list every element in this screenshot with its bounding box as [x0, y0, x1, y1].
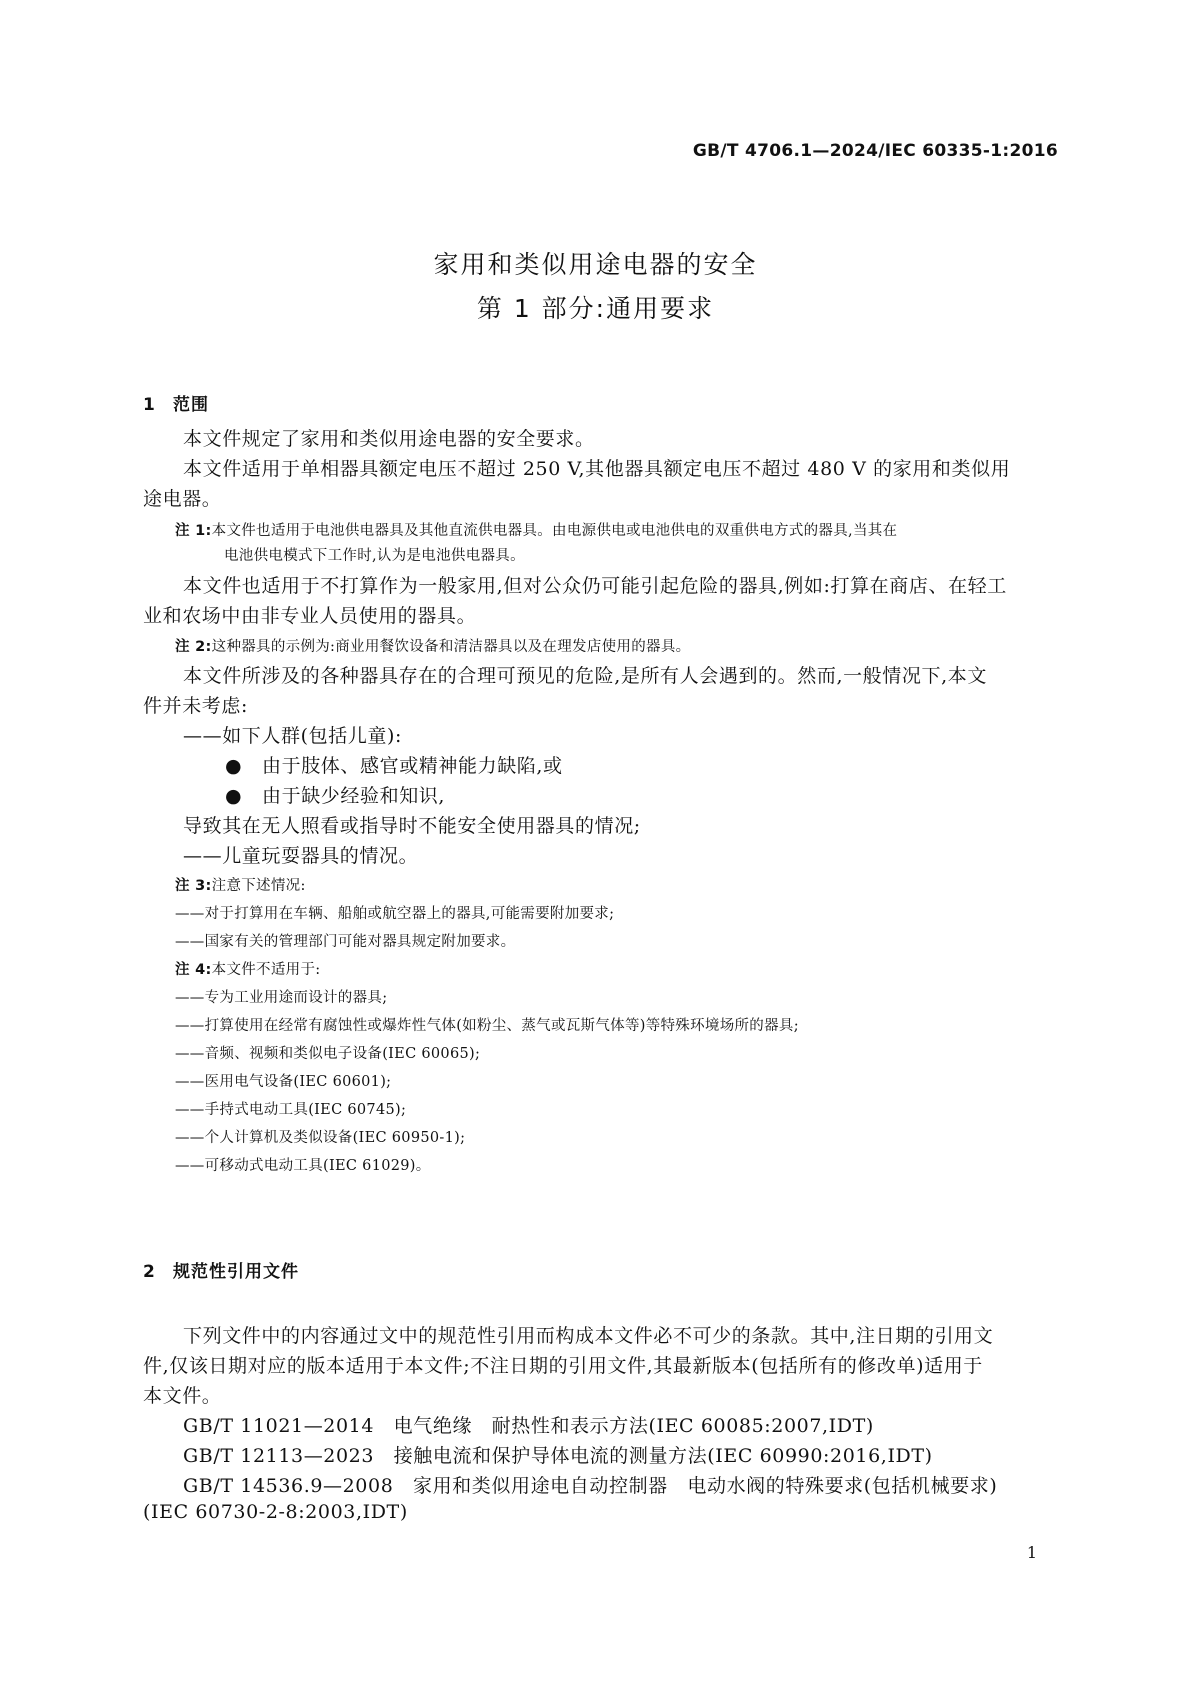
bullet-text: 由于肢体、感官或精神能力缺陷,或 [262, 755, 563, 777]
dash-item: ——儿童玩耍器具的情况。 [183, 845, 419, 867]
paragraph-line: 本文件适用于单相器具额定电压不超过 250 V,其他器具额定电压不超过 480 V 的家用和类似用 [183, 458, 1011, 480]
note-label: 注 4: [175, 962, 212, 978]
note-2 [175, 635, 690, 656]
reference-entry-continuation: (IEC 60730-2-8:2003,IDT) [143, 1501, 408, 1523]
document-title-line2: 第 1 部分:通用要求 [476, 294, 715, 323]
bullet-item [225, 751, 563, 778]
note-list-item: ——打算使用在经常有腐蚀性或爆炸性气体(如粉尘、蒸气或瓦斯气体等)等特殊环境场所的器具; [175, 1018, 799, 1034]
paragraph-line: 件,仅该日期对应的版本适用于本文件;不注日期的引用文件,其最新版本(包括所有的修改单)适用于 [143, 1355, 983, 1377]
note-label: 注 2: [175, 639, 212, 655]
note-list-item: ——手持式电动工具(IEC 60745); [175, 1102, 407, 1118]
page-number: 1 [1026, 1543, 1037, 1562]
note-list-item: ——个人计算机及类似设备(IEC 60950-1); [175, 1130, 466, 1146]
note-list-item: ——专为工业用途而设计的器具; [175, 990, 388, 1006]
section-number: 1 [143, 395, 156, 415]
note-text: 本文件不适用于: [211, 962, 321, 978]
paragraph-line: 本文件规定了家用和类似用途电器的安全要求。 [183, 428, 595, 450]
note-list-item: ——音频、视频和类似电子设备(IEC 60065); [175, 1046, 481, 1062]
section-title: 规范性引用文件 [173, 1262, 299, 1282]
note-1 [175, 519, 897, 540]
standard-code: GB/T 4706.1—2024/IEC 60335-1:2016 [692, 141, 1058, 161]
paragraph-line: 途电器。 [143, 488, 222, 510]
bullet-text: 由于缺少经验和知识, [262, 785, 446, 807]
note-list-item: ——医用电气设备(IEC 60601); [175, 1074, 392, 1090]
note-3 [175, 874, 306, 895]
section-number: 2 [143, 1262, 156, 1282]
bullet-dot-icon: ● [225, 785, 243, 807]
dash-item: ——如下人群(包括儿童): [183, 725, 403, 747]
note-list-item: ——可移动式电动工具(IEC 61029)。 [175, 1158, 431, 1174]
note-4 [175, 958, 320, 979]
paragraph-line: 下列文件中的内容通过文中的规范性引用而构成本文件必不可少的条款。其中,注日期的引用文 [183, 1325, 994, 1347]
reference-entry: GB/T 12113—2023 接触电流和保护导体电流的测量方法(IEC 60990:2016,IDT) [183, 1445, 933, 1467]
paragraph-line: 本文件所涉及的各种器具存在的合理可预见的危险,是所有人会遇到的。然而,一般情况下,本文 [183, 665, 987, 687]
section-title: 范围 [173, 395, 209, 415]
note-list-item: ——对于打算用在车辆、船舶或航空器上的器具,可能需要附加要求; [175, 906, 615, 922]
paragraph-line: 业和农场中由非专业人员使用的器具。 [143, 605, 477, 627]
bullet-dot-icon: ● [225, 755, 243, 777]
reference-entry: GB/T 14536.9—2008 家用和类似用途电自动控制器 电动水阀的特殊要求(包括机械要求) [183, 1475, 998, 1497]
paragraph-line: 本文件也适用于不打算作为一般家用,但对公众仍可能引起危险的器具,例如:打算在商店、在轻工 [183, 575, 1007, 597]
paragraph-line: 导致其在无人照看或指导时不能安全使用器具的情况; [183, 815, 641, 837]
note-label: 注 1: [175, 523, 212, 539]
paragraph-line: 本文件。 [143, 1385, 222, 1407]
note-list-item: ——国家有关的管理部门可能对器具规定附加要求。 [175, 934, 516, 950]
note-text: 注意下述情况: [211, 878, 306, 894]
paragraph-line: 件并未考虑: [143, 695, 249, 717]
section-heading-normative-references [143, 1257, 299, 1282]
note-label: 注 3: [175, 878, 212, 894]
note-1-continuation: 电池供电模式下工作时,认为是电池供电器具。 [224, 548, 525, 564]
document-title-line1: 家用和类似用途电器的安全 [433, 250, 758, 279]
section-heading-scope [143, 390, 209, 415]
reference-entry: GB/T 11021—2014 电气绝缘 耐热性和表示方法(IEC 60085:2007,IDT) [183, 1415, 874, 1437]
bullet-item [225, 781, 445, 808]
note-text: 这种器具的示例为:商业用餐饮设备和清洁器具以及在理发店使用的器具。 [211, 639, 691, 655]
note-text: 本文件也适用于电池供电器具及其他直流供电器具。由电源供电或电池供电的双重供电方式的器具,当其在 [211, 523, 898, 539]
